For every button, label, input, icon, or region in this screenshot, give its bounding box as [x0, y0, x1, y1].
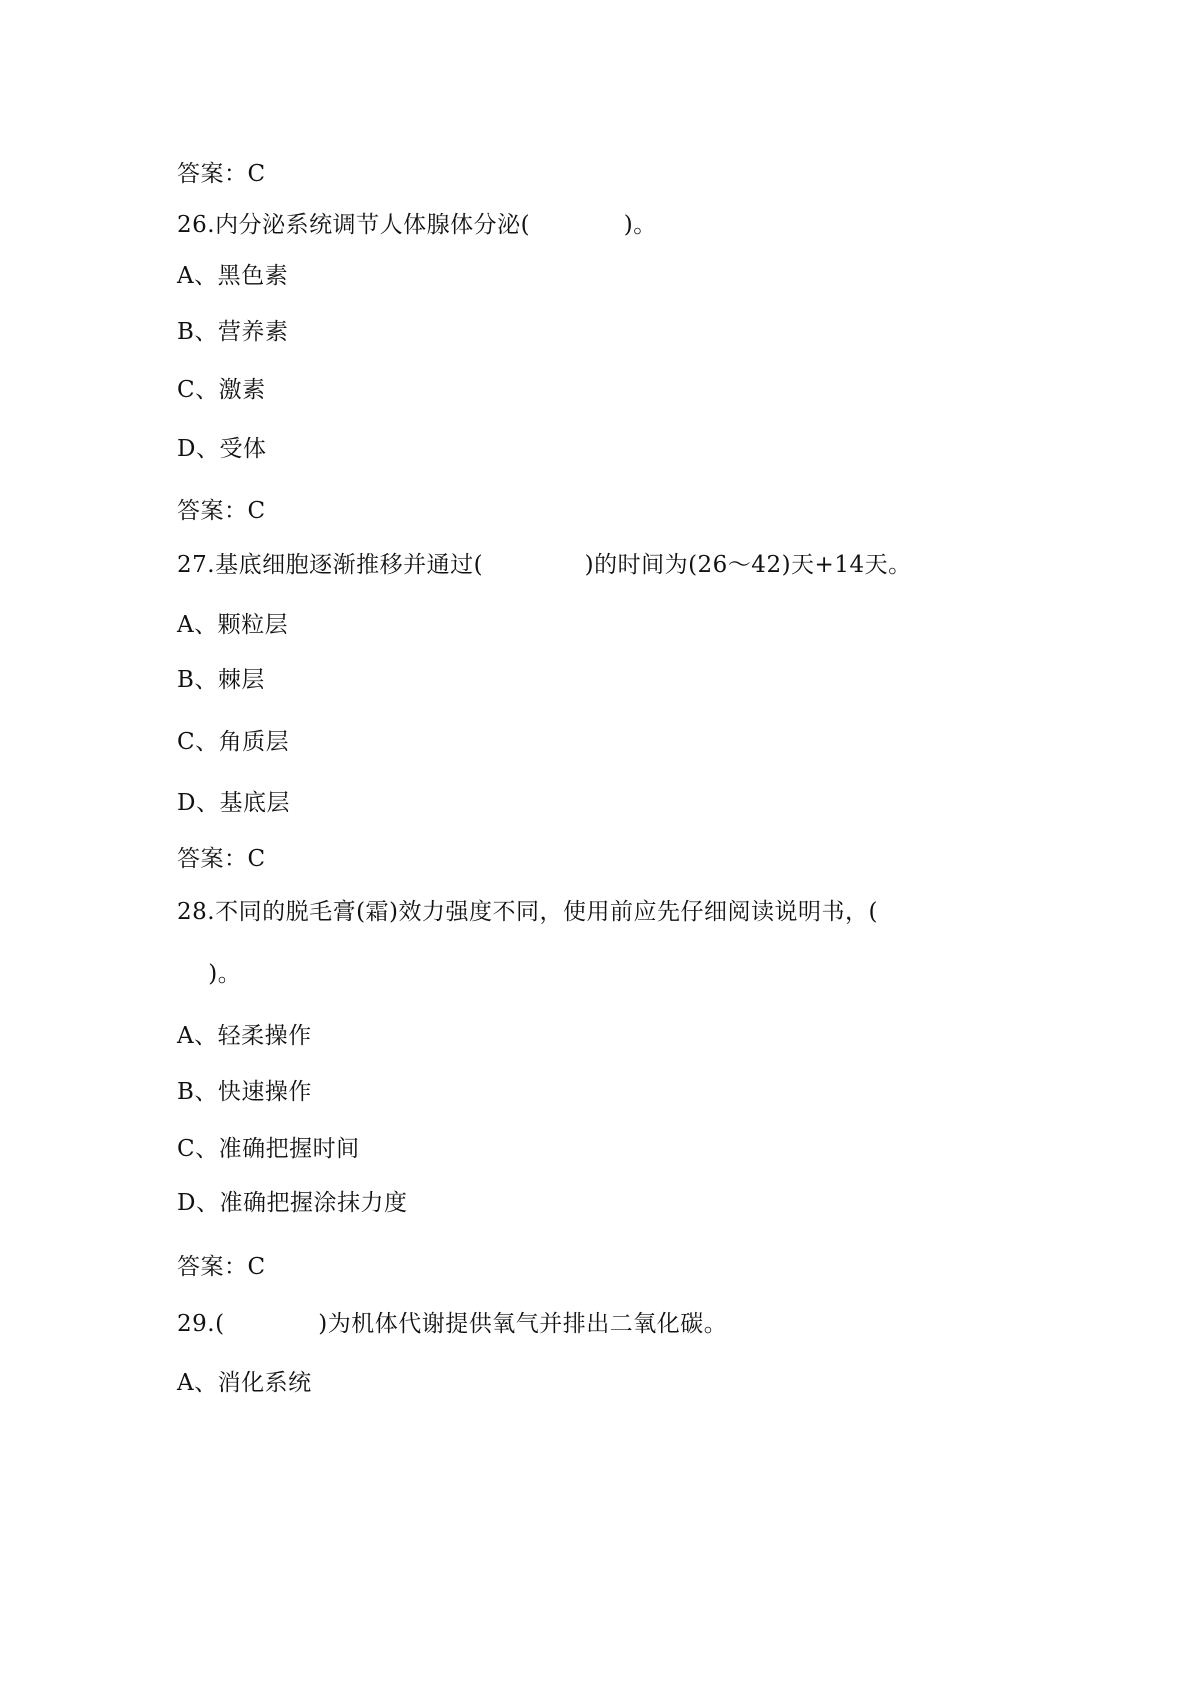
option-c: C、激素 [177, 377, 266, 403]
question-28-continuation: )。 [177, 961, 242, 987]
question-29: 29.( )为机体代谢提供氧气并排出二氧化碳。 [177, 1311, 728, 1337]
option-d: D、准确把握涂抹力度 [177, 1190, 408, 1216]
option-b: B、营养素 [177, 319, 289, 345]
answer-line: 答案：C [177, 1254, 266, 1280]
option-b: B、棘层 [177, 667, 265, 693]
answer-line: 答案：C [177, 498, 266, 524]
answer-line: 答案：C [177, 161, 266, 187]
option-c: C、准确把握时间 [177, 1136, 360, 1162]
option-c: C、角质层 [177, 729, 290, 755]
option-b: B、快速操作 [177, 1079, 312, 1105]
option-d: D、受体 [177, 436, 267, 462]
question-28: 28.不同的脱毛膏(霜)效力强度不同，使用前应先仔细阅读说明书，( [177, 899, 878, 925]
option-a: A、轻柔操作 [177, 1023, 312, 1049]
option-a: A、颗粒层 [177, 612, 289, 638]
option-a: A、黑色素 [177, 263, 289, 289]
option-a: A、消化系统 [177, 1370, 312, 1396]
answer-line: 答案：C [177, 846, 266, 872]
question-27: 27.基底细胞逐渐推移并通过( )的时间为(26～42)天+14天。 [177, 552, 912, 578]
question-26: 26.内分泌系统调节人体腺体分泌( )。 [177, 212, 657, 238]
option-d: D、基底层 [177, 790, 290, 816]
